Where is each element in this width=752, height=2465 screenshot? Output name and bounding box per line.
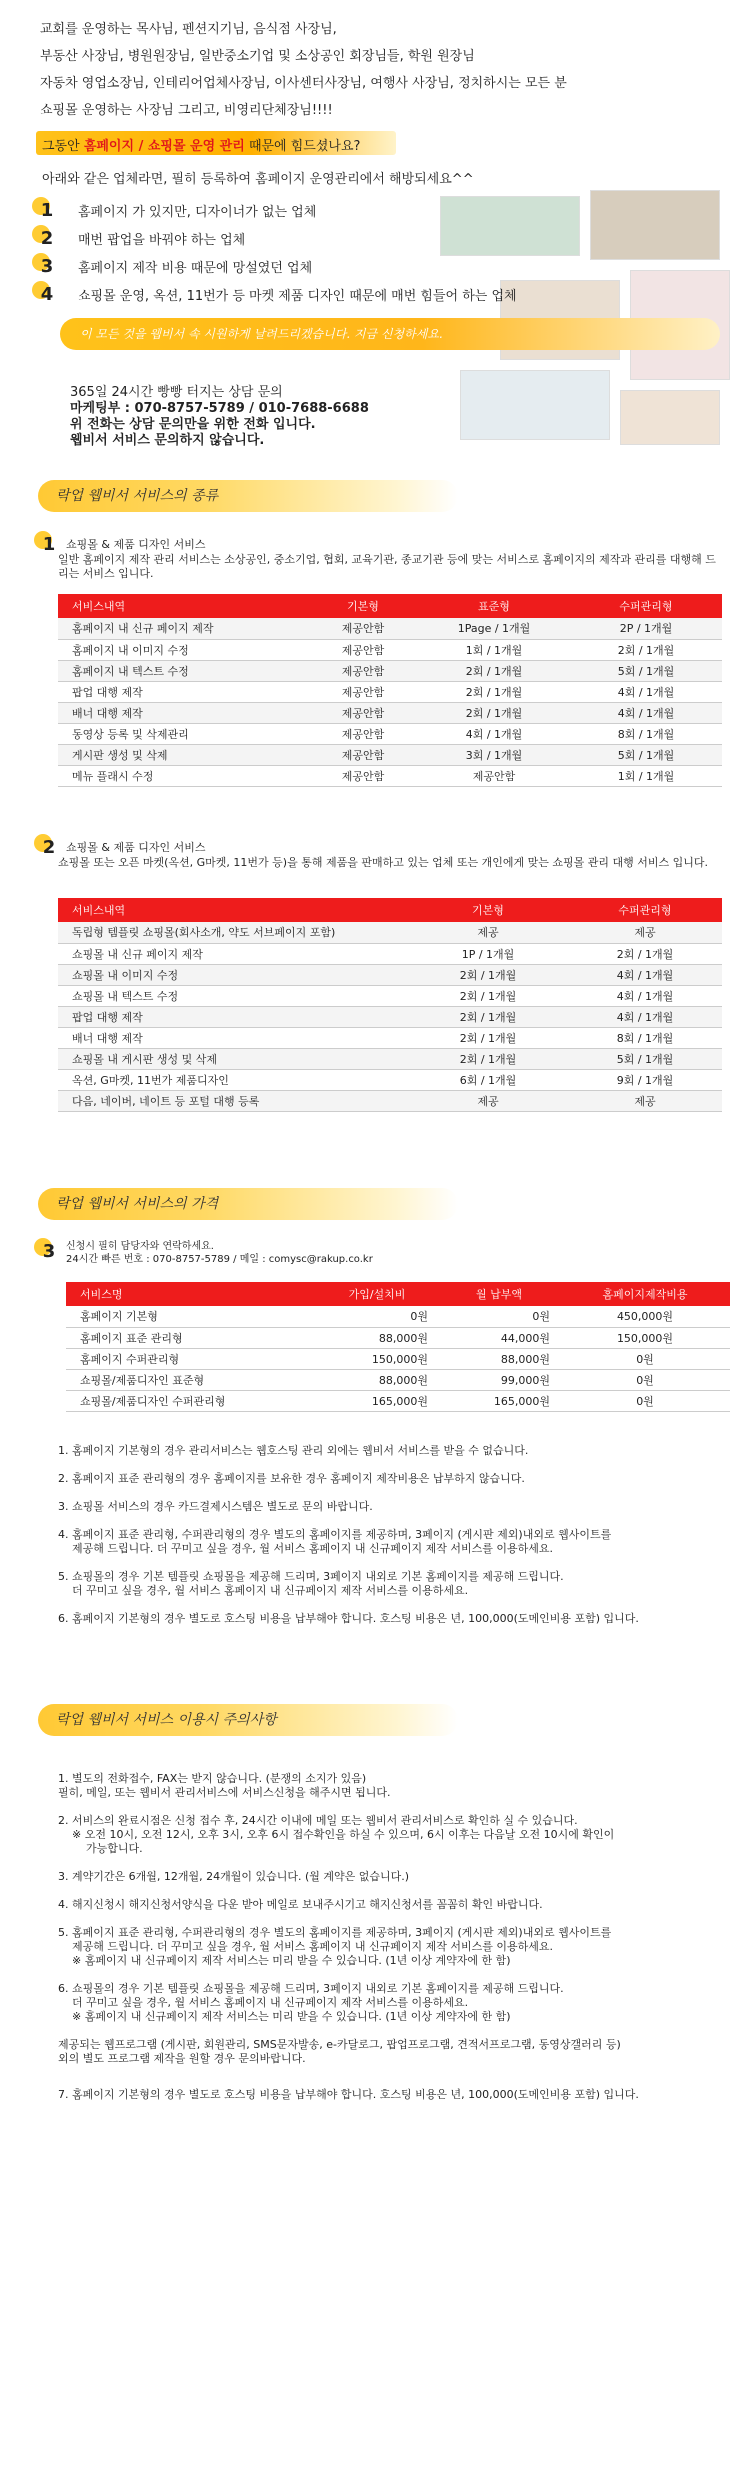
block3-line: 24시간 빠른 번호 : 070-8757-5789 / 메일 : comysc@rakup.co.kr (66, 1254, 373, 1265)
table-cell: 게시판 생성 및 삭제 (58, 744, 308, 765)
table-cell: 동영상 등록 및 삭제관리 (58, 723, 308, 744)
table-header: 서비스명 (66, 1282, 316, 1306)
table-cell: 1회 / 1개월 (570, 765, 722, 786)
note-line: 3. 쇼핑몰 서비스의 경우 카드결제시스템은 별도로 문의 바랍니다. (58, 1500, 373, 1513)
section-banner-price: 락업 웹비서 서비스의 가격 (38, 1188, 458, 1220)
intro-line: 부동산 사장님, 병원원장님, 일반중소기업 및 소상공인 회장님들, 학원 원장님 (40, 49, 475, 64)
table-cell: 4회 / 1개월 (570, 681, 722, 702)
table-cell: 제공안함 (308, 639, 418, 660)
table-header: 홈페이지제작비용 (560, 1282, 730, 1306)
table-cell: 88,000원 (438, 1348, 560, 1369)
table-row (58, 1048, 722, 1069)
block-subtitle: 쇼핑몰 & 제품 디자인 서비스 (66, 841, 206, 854)
table-cell: 팝업 대행 제작 (58, 681, 308, 702)
note-line: 5. 홈페이지 표준 관리형, 수퍼관리형의 경우 별도의 홈페이지를 제공하며, 3페이지 (게시판 제외)내외로 웹사이트를 (58, 1926, 612, 1939)
table-row (66, 1390, 730, 1411)
note-line: 2. 서비스의 완료시점은 신청 접수 후, 24시간 이내에 메일 또는 웹비서 관리서비스로 확인하 실 수 있습니다. (58, 1814, 578, 1827)
feature-number: 2 (36, 227, 58, 249)
table-cell: 2회 / 1개월 (408, 964, 568, 985)
table-cell: 8회 / 1개월 (570, 723, 722, 744)
table-header: 표준형 (418, 594, 570, 618)
block2-description: 쇼핑몰 또는 오픈 마켓(옥션, G마켓, 11번가 등)을 통해 제품을 판매하고 있는 업체 또는 개인에게 맞는 쇼핑몰 관리 대행 서비스 입니다. (58, 856, 708, 869)
block3-line: 신청시 필히 담당자와 연락하세요. (66, 1241, 214, 1252)
note-line: 3. 계약기간은 6개월, 12개월, 24개월이 있습니다. (월 계약은 없습니다.) (58, 1870, 410, 1883)
table-cell: 팝업 대행 제작 (58, 1006, 408, 1027)
table-cell: 165,000원 (316, 1390, 438, 1411)
feature-item (36, 252, 517, 280)
note-line: 더 꾸미고 싶을 경우, 월 서비스 홈페이지 내 신규페이지 제작 서비스를 이용하세요. (72, 1584, 469, 1597)
intro-line: 쇼핑몰 운영하는 사장님 그리고, 비영리단체장님!!!! (40, 103, 333, 118)
table-cell: 0원 (560, 1390, 730, 1411)
contact-info (70, 385, 369, 449)
table-cell: 제공안함 (308, 681, 418, 702)
section-banner-caution: 락업 웹비서 서비스 이용시 주의사항 (38, 1704, 458, 1736)
table-header: 서비스내역 (58, 594, 308, 618)
table-cell: 쇼핑몰 내 신규 페이지 제작 (58, 943, 408, 964)
table-row (58, 681, 722, 702)
table-cell: 0원 (560, 1348, 730, 1369)
table-cell: 150,000원 (560, 1327, 730, 1348)
table-cell: 제공안함 (308, 618, 418, 639)
feature-text: 홈페이지 제작 비용 때문에 망설였던 업체 (78, 260, 313, 276)
intro-line: 자동차 영업소장님, 인테리어업체사장님, 이사센터사장님, 여행사 사장님, 정치하시는 모든 분 (40, 76, 567, 91)
table-row (58, 964, 722, 985)
table-cell: 1Page / 1개월 (418, 618, 570, 639)
table-cell: 4회 / 1개월 (570, 702, 722, 723)
table-cell: 2회 / 1개월 (408, 1027, 568, 1048)
feature-item (36, 224, 517, 252)
intro-question (42, 135, 360, 154)
block2-header (38, 836, 205, 858)
apply-now-text: 이 모든 것을 웹비서 속 시원하게 날려드리겠습니다. 지금 신청하세요. (80, 327, 443, 341)
feature-text: 쇼핑몰 운영, 옥션, 11번가 등 마켓 제품 디자인 때문에 매번 힘들어 하는 업체 (78, 288, 517, 304)
note-line: 외의 별도 프로그램 제작을 원할 경우 문의바랍니다. (58, 2052, 306, 2065)
note-line: 4. 해지신청시 해지신청서양식을 다운 받아 메일로 보내주시기고 해지신청서를 꼼꼼히 확인 바랍니다. (58, 1898, 543, 1911)
table-header: 월 납부액 (438, 1282, 560, 1306)
table-row (66, 1348, 730, 1369)
table-cell: 홈페이지 기본형 (66, 1306, 316, 1327)
feature-text: 홈페이지 가 있지만, 디자이너가 없는 업체 (78, 204, 317, 220)
table-cell: 다음, 네이버, 네이트 등 포털 대행 등록 (58, 1090, 408, 1111)
note-line: ※ 홈페이지 내 신규페이지 제작 서비스는 미리 받을 수 있습니다. (1년 이상 계약자에 한 함) (72, 2010, 511, 2023)
table-cell: 99,000원 (438, 1369, 560, 1390)
table-cell: 제공안함 (308, 744, 418, 765)
table-cell: 2회 / 1개월 (418, 681, 570, 702)
table-cell: 44,000원 (438, 1327, 560, 1348)
note-line: 가능합니다. (86, 1842, 143, 1855)
block-number: 1 (38, 533, 60, 555)
table-cell: 쇼핑몰/제품디자인 표준형 (66, 1369, 316, 1390)
block-subtitle: 쇼핑몰 & 제품 디자인 서비스 (66, 538, 206, 551)
block1-description: 일반 홈페이지 제작 관리 서비스는 소상공인, 중소기업, 협회, 교육기관, 종교기관 등에 맞는 서비스로 홈페이지의 제작과 관리를 대행해 드리는 서비스 입니다. (58, 553, 716, 580)
table-cell: 배너 대행 제작 (58, 702, 308, 723)
feature-number: 4 (36, 283, 58, 305)
note-line: 제공해 드립니다. 더 꾸미고 싶을 경우, 월 서비스 홈페이지 내 신규페이지 제작 서비스를 이용하세요. (72, 1542, 553, 1555)
note-line: ※ 오전 10시, 오전 12시, 오후 3시, 오후 6시 접수확인을 하실 수 있으며, 6시 이후는 다음날 오전 10시에 확인이 (72, 1828, 615, 1841)
table-row (58, 1006, 722, 1027)
table-cell: 9회 / 1개월 (568, 1069, 722, 1090)
table-cell: 0원 (560, 1369, 730, 1390)
table-row (58, 744, 722, 765)
table-cell: 6회 / 1개월 (408, 1069, 568, 1090)
table-cell: 2회 / 1개월 (408, 1006, 568, 1027)
block-number: 3 (38, 1240, 60, 1262)
table-cell: 메뉴 플래시 수정 (58, 765, 308, 786)
table-cell: 165,000원 (438, 1390, 560, 1411)
table-cell: 옥션, G마켓, 11번가 제품디자인 (58, 1069, 408, 1090)
table-cell: 4회 / 1개월 (568, 1006, 722, 1027)
table-cell: 4회 / 1개월 (418, 723, 570, 744)
table-cell: 쇼핑몰 내 텍스트 수정 (58, 985, 408, 1006)
note-line: 5. 쇼핑몰의 경우 기본 템플릿 쇼핑몰을 제공해 드리며, 3페이지 내외로 기본 홈페이지를 제공해 드립니다. (58, 1570, 564, 1583)
table-header: 수퍼관리형 (570, 594, 722, 618)
table-header: 기본형 (308, 594, 418, 618)
block3-contact (66, 1240, 373, 1266)
table-header: 기본형 (408, 898, 568, 922)
service-table-shoppingmall (58, 898, 722, 1112)
table-row (58, 1090, 722, 1111)
table-header-row (66, 1282, 730, 1306)
question-highlight: 홈페이지 / 쇼핑몰 운영 관리 (83, 139, 245, 154)
intro-text (40, 16, 567, 124)
table-cell: 450,000원 (560, 1306, 730, 1327)
table-header-row (58, 898, 722, 922)
price-table (66, 1282, 730, 1412)
table-cell: 제공 (568, 922, 722, 943)
table-cell: 4회 / 1개월 (568, 985, 722, 1006)
table-cell: 홈페이지 내 신규 페이지 제작 (58, 618, 308, 639)
table-cell: 5회 / 1개월 (570, 744, 722, 765)
question-pre: 그동안 (42, 139, 84, 154)
table-cell: 150,000원 (316, 1348, 438, 1369)
table-cell: 홈페이지 내 텍스트 수정 (58, 660, 308, 681)
feature-text: 매번 팝업을 바꿔야 하는 업체 (78, 232, 246, 248)
contact-headline: 365일 24시간 빵빵 터지는 상담 문의 (70, 385, 283, 400)
table-row (58, 660, 722, 681)
note-line: 1. 홈페이지 기본형의 경우 관리서비스는 웹호스팅 관리 외에는 웹비서 서비스를 받을 수 없습니다. (58, 1444, 529, 1457)
table-cell: 5회 / 1개월 (570, 660, 722, 681)
table-row (58, 639, 722, 660)
feature-number: 3 (36, 255, 58, 277)
feature-item (36, 280, 517, 308)
section-banner-types: 락업 웹비서 서비스의 종류 (38, 480, 458, 512)
table-cell: 0원 (438, 1306, 560, 1327)
table-cell: 2P / 1개월 (570, 618, 722, 639)
table-row (58, 985, 722, 1006)
table-cell: 2회 / 1개월 (570, 639, 722, 660)
contact-phone: 마케팅부 : 070-8757-5789 / 010-7688-6688 (70, 401, 369, 416)
question-post: 때문에 힘드셨나요? (244, 139, 361, 154)
table-cell: 홈페이지 수퍼관리형 (66, 1348, 316, 1369)
table-cell: 쇼핑몰 내 이미지 수정 (58, 964, 408, 985)
table-cell: 88,000원 (316, 1369, 438, 1390)
table-header: 가입/설치비 (316, 1282, 438, 1306)
table-row (58, 943, 722, 964)
contact-note: 위 전화는 상담 문의만을 위한 전화 입니다. (70, 417, 316, 432)
table-cell: 1회 / 1개월 (418, 639, 570, 660)
table-cell: 4회 / 1개월 (568, 964, 722, 985)
intro-line: 교회를 운영하는 목사님, 펜션지기님, 음식점 사장님, (40, 22, 337, 37)
table-cell: 홈페이지 내 이미지 수정 (58, 639, 308, 660)
note-line: 2. 홈페이지 표준 관리형의 경우 홈페이지를 보유한 경우 홈페이지 제작비용은 납부하지 않습니다. (58, 1472, 525, 1485)
table-row (58, 1027, 722, 1048)
table-header-row (58, 594, 722, 618)
block3-header (38, 1240, 373, 1266)
table-header: 수퍼관리형 (568, 898, 722, 922)
table-cell: 8회 / 1개월 (568, 1027, 722, 1048)
table-header: 서비스내역 (58, 898, 408, 922)
note-line: 1. 별도의 전화접수, FAX는 받지 않습니다. (분쟁의 소지가 있음) (58, 1772, 367, 1785)
table-cell: 쇼핑몰/제품디자인 수퍼관리형 (66, 1390, 316, 1411)
table-cell: 5회 / 1개월 (568, 1048, 722, 1069)
note-line: 6. 홈페이지 기본형의 경우 별도로 호스팅 비용을 납부해야 합니다. 호스팅 비용은 년, 100,000(도메인비용 포함) 입니다. (58, 1612, 639, 1625)
table-cell: 2회 / 1개월 (418, 660, 570, 681)
table-cell: 쇼핑몰 내 게시판 생성 및 삭제 (58, 1048, 408, 1069)
table-cell: 제공 (568, 1090, 722, 1111)
note-line: 7. 홈페이지 기본형의 경우 별도로 호스팅 비용을 납부해야 합니다. 호스팅 비용은 년, 100,000(도메인비용 포함) 입니다. (58, 2088, 639, 2101)
table-cell: 1P / 1개월 (408, 943, 568, 964)
block-number: 2 (38, 836, 60, 858)
intro-instruction: 아래와 같은 업체라면, 필히 등록하여 홈페이지 운영관리에서 해방되세요^^ (42, 172, 474, 187)
table-cell: 0원 (316, 1306, 438, 1327)
note-line: 제공되는 웹프로그램 (게시판, 회원관리, SMS문자발송, e-카달로그, 팝업프로그램, 견적서프로그램, 동영상갤러리 등) (58, 2038, 621, 2051)
contact-note: 웹비서 서비스 문의하지 않습니다. (70, 433, 265, 448)
table-cell: 2회 / 1개월 (418, 702, 570, 723)
note-line-red: 필히, 메일, 또는 웹비서 관리서비스에 서비스신청을 해주시면 됩니다. (58, 1786, 391, 1799)
block1-header (38, 533, 205, 555)
price-notes (58, 1444, 738, 1640)
table-cell: 제공안함 (308, 660, 418, 681)
table-row (66, 1327, 730, 1348)
table-row (58, 723, 722, 744)
table-cell: 3회 / 1개월 (418, 744, 570, 765)
table-row (58, 618, 722, 639)
table-cell: 제공안함 (308, 723, 418, 744)
note-line: ※ 홈페이지 내 신규페이지 제작 서비스는 미리 받을 수 있습니다. (1년 이상 계약자에 한 함) (72, 1954, 511, 1967)
table-cell: 2회 / 1개월 (568, 943, 722, 964)
table-row (58, 922, 722, 943)
table-row (58, 702, 722, 723)
feature-item (36, 196, 517, 224)
service-table-homepage (58, 594, 722, 787)
table-cell: 배너 대행 제작 (58, 1027, 408, 1048)
table-row (66, 1369, 730, 1390)
table-row (66, 1306, 730, 1327)
table-cell: 2회 / 1개월 (408, 985, 568, 1006)
table-row (58, 1069, 722, 1090)
table-cell: 2회 / 1개월 (408, 1048, 568, 1069)
note-line: 제공해 드립니다. 더 꾸미고 싶을 경우, 월 서비스 홈페이지 내 신규페이지 제작 서비스를 이용하세요. (72, 1940, 553, 1953)
table-cell: 제공안함 (308, 702, 418, 723)
note-line: 6. 쇼핑몰의 경우 기본 템플릿 쇼핑몰을 제공해 드리며, 3페이지 내외로 기본 홈페이지를 제공해 드립니다. (58, 1982, 564, 1995)
feature-list (36, 196, 517, 308)
note-line: 더 꾸미고 싶을 경우, 월 서비스 홈페이지 내 신규페이지 제작 서비스를 이용하세요. (72, 1996, 469, 2009)
feature-number: 1 (36, 199, 58, 221)
note-line: 4. 홈페이지 표준 관리형, 수퍼관리형의 경우 별도의 홈페이지를 제공하며, 3페이지 (게시판 제외)내외로 웹사이트를 (58, 1528, 612, 1541)
table-cell: 홈페이지 표준 관리형 (66, 1327, 316, 1348)
table-cell: 독립형 템플릿 쇼핑몰(회사소개, 약도 서브페이지 포함) (58, 922, 408, 943)
caution-notes (58, 1772, 738, 2102)
table-row (58, 765, 722, 786)
table-cell: 제공 (408, 1090, 568, 1111)
table-cell: 제공안함 (308, 765, 418, 786)
table-cell: 제공안함 (418, 765, 570, 786)
table-cell: 제공 (408, 922, 568, 943)
table-cell: 88,000원 (316, 1327, 438, 1348)
